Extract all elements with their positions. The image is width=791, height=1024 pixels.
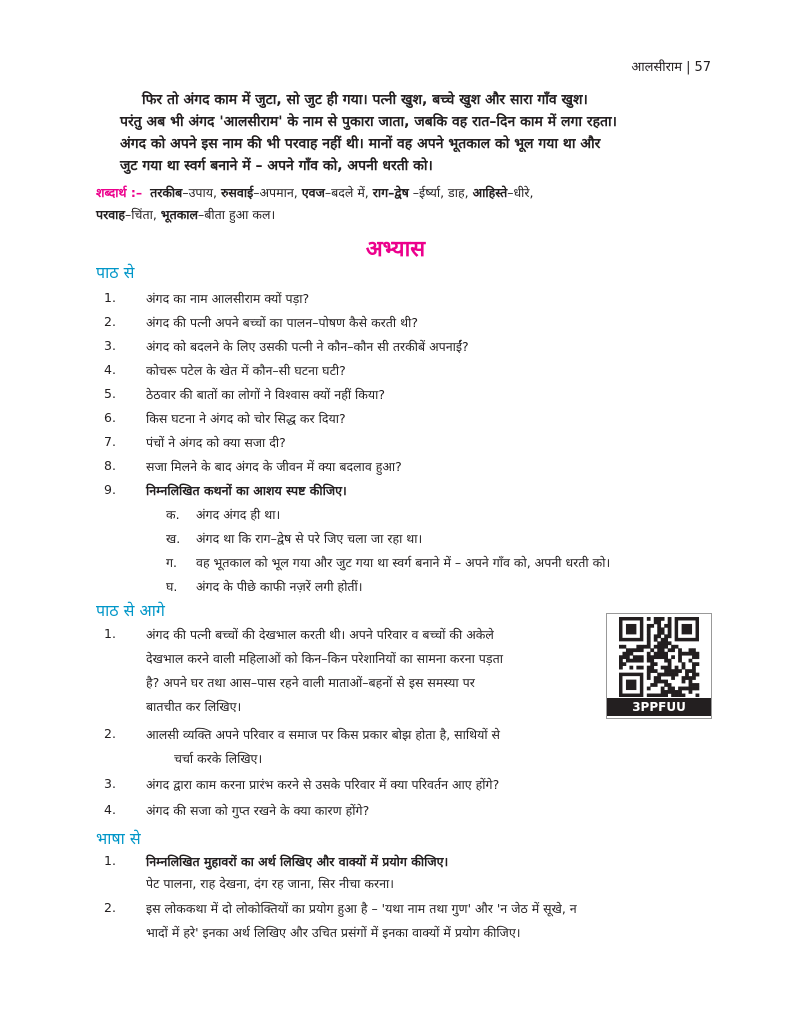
sub-item-text: अंगद के पीछे काफी नज़रें लगी होतीं। <box>196 579 363 594</box>
glossary-label: शब्दार्थ :– <box>96 185 143 200</box>
question-number: 2. <box>104 726 116 741</box>
question-text: ठेठवार की बातों का लोगों ने विश्वास क्यों नहीं किया? <box>146 387 386 402</box>
question-text: सजा मिलने के बाद अंगद के जीवन में क्या बदलाव हुआ? <box>146 459 402 474</box>
question-number: 2. <box>104 314 116 329</box>
glossary-word: एवज <box>301 185 325 200</box>
glossary-meaning: –बदले में, <box>324 185 373 200</box>
question-line: अंगद की पत्नी बच्चों की देखभाल करती थी। अपने परिवार व बच्चों की अकेले <box>146 627 494 642</box>
glossary-word: भूतकाल <box>160 207 199 222</box>
chapter-title: आलसीराम <box>631 60 683 75</box>
glossary-meaning: –बीता हुआ कल। <box>198 207 276 222</box>
qr-code-caption: 3PPFUU <box>607 698 711 716</box>
paragraph-line: परंतु अब भी अंगद 'आलसीराम' के नाम से पुकारा जाता, जबकि वह रात–दिन काम में लगा रहता। <box>120 114 617 130</box>
question-text: अंगद को बदलने के लिए उसकी पत्नी ने कौन–कौन सी तरकीबें अपनाईं? <box>146 339 469 354</box>
question-line: पेट पालना, राह देखना, दंग रह जाना, सिर नीचा करना। <box>146 876 394 891</box>
paragraph-line: फिर तो अंगद काम में जुटा, सो जुट ही गया। पत्नी खुश, बच्चे खुश और सारा गाँव खुश। <box>142 92 588 108</box>
section-heading-path-se-aage: पाठ से आगे <box>96 601 165 620</box>
question-number: 4. <box>104 802 116 817</box>
page-number: 57 <box>694 60 711 75</box>
paragraph-line: अंगद को अपने इस नाम की भी परवाह नहीं थी। मानों वह अपने भूतकाल को भूल गया था और <box>120 136 601 152</box>
glossary-meaning: –चिंता, <box>125 207 161 222</box>
story-paragraph <box>120 89 712 177</box>
glossary-word: परवाह <box>96 207 126 222</box>
glossary-meaning: –ईर्ष्या, डाह, <box>408 185 473 200</box>
glossary-word: रुसवाई <box>220 185 254 200</box>
glossary-word: राग–द्वेष <box>372 185 409 200</box>
sub-item-text: वह भूतकाल को भूल गया और जुट गया था स्वर्ग बनाने में – अपने गाँव को, अपनी धरती को। <box>196 555 611 570</box>
question-text: किस घटना ने अंगद को चोर सिद्ध कर दिया? <box>146 411 346 426</box>
glossary-meaning: –उपाय, <box>182 185 221 200</box>
sub-item-label: ख. <box>166 531 181 546</box>
question-number: 5. <box>104 386 116 401</box>
question-text: पंचों ने अंगद को क्या सजा दी? <box>146 435 286 450</box>
sub-item-label: क. <box>166 507 180 522</box>
question-text: निम्नलिखित कथनों का आशय स्पष्ट कीजिए। <box>146 483 347 498</box>
question-number: 8. <box>104 458 116 473</box>
question-text: अंगद का नाम आलसीराम क्यों पड़ा? <box>146 291 310 306</box>
sub-item-label: घ. <box>166 579 178 594</box>
sub-item <box>166 506 280 523</box>
header-separator: | <box>686 60 691 75</box>
question-line: चर्चा करके लिखिए। <box>174 751 263 766</box>
sub-item-text: अंगद था कि राग–द्वेष से परे जिए चला जा रहा था। <box>196 531 423 546</box>
question-number: 9. <box>104 482 116 497</box>
question-line: आलसी व्यक्ति अपने परिवार व समाज पर किस प्रकार बोझ होता है, साथियों से <box>146 727 500 742</box>
glossary-meaning: –अपमान, <box>253 185 302 200</box>
question-text: अंगद की पत्नी अपने बच्चों का पालन–पोषण कैसे करती थी? <box>146 315 418 330</box>
question-text: अंगद द्वारा काम करना प्रारंभ करने से उसके परिवार में क्या परिवर्तन आए होंगे? <box>146 777 500 792</box>
question-number: 1. <box>104 290 116 305</box>
section-heading-path-se: पाठ से <box>96 263 135 282</box>
qr-code[interactable] <box>606 613 712 719</box>
glossary-meaning: –धीरे, <box>507 185 534 200</box>
glossary-word: आहिस्ते <box>472 185 508 200</box>
question-number: 1. <box>104 853 116 868</box>
question-line: इस लोककथा में दो लोकोक्तियों का प्रयोग हुआ है – 'यथा नाम तथा गुण' और 'न जेठ में सूखे, न <box>146 901 577 916</box>
sub-item <box>166 530 422 547</box>
question-number: 6. <box>104 410 116 425</box>
exercise-title: अभ्यास <box>365 237 426 262</box>
question-line: है? अपने घर तथा आस–पास रहने वाली माताओं–बहनों से इस समस्या पर <box>146 675 475 690</box>
question-text: अंगद की सजा को गुप्त रखने के क्या कारण होंगे? <box>146 803 370 818</box>
sub-item-label: ग. <box>166 555 178 570</box>
glossary-line-2 <box>96 204 712 226</box>
question-line: देखभाल करने वाली महिलाओं को किन–किन परेशानियों का सामना करना पड़ता <box>146 651 503 666</box>
glossary <box>96 182 712 226</box>
question-text: कोचरू पटेल के खेत में कौन–सी घटना घटी? <box>146 363 346 378</box>
question-text: निम्नलिखित मुहावरों का अर्थ लिखिए और वाक्यों में प्रयोग कीजिए। <box>146 854 449 869</box>
sub-item-text: अंगद अंगद ही था। <box>196 507 281 522</box>
sub-item <box>166 578 363 595</box>
glossary-line-1 <box>96 182 712 204</box>
qr-code-icon <box>613 617 705 697</box>
paragraph-line: जुट गया था स्वर्ग बनाने में – अपने गाँव को, अपनी धरती को। <box>120 158 433 174</box>
question-number: 3. <box>104 776 116 791</box>
question-number: 4. <box>104 362 116 377</box>
question-number: 7. <box>104 434 116 449</box>
page-header <box>631 57 711 75</box>
sub-item <box>166 554 610 571</box>
glossary-word: तरकीब <box>150 185 183 200</box>
question-number: 1. <box>104 626 116 641</box>
question-line: भादों में हरे' इनका अर्थ लिखिए और उचित प्रसंगों में इनका वाक्यों में प्रयोग कीजिए। <box>146 925 521 940</box>
question-number: 2. <box>104 900 116 915</box>
question-number: 3. <box>104 338 116 353</box>
section-heading-bhasha-se: भाषा से <box>96 829 141 848</box>
question-line: बातचीत कर लिखिए। <box>146 699 242 714</box>
